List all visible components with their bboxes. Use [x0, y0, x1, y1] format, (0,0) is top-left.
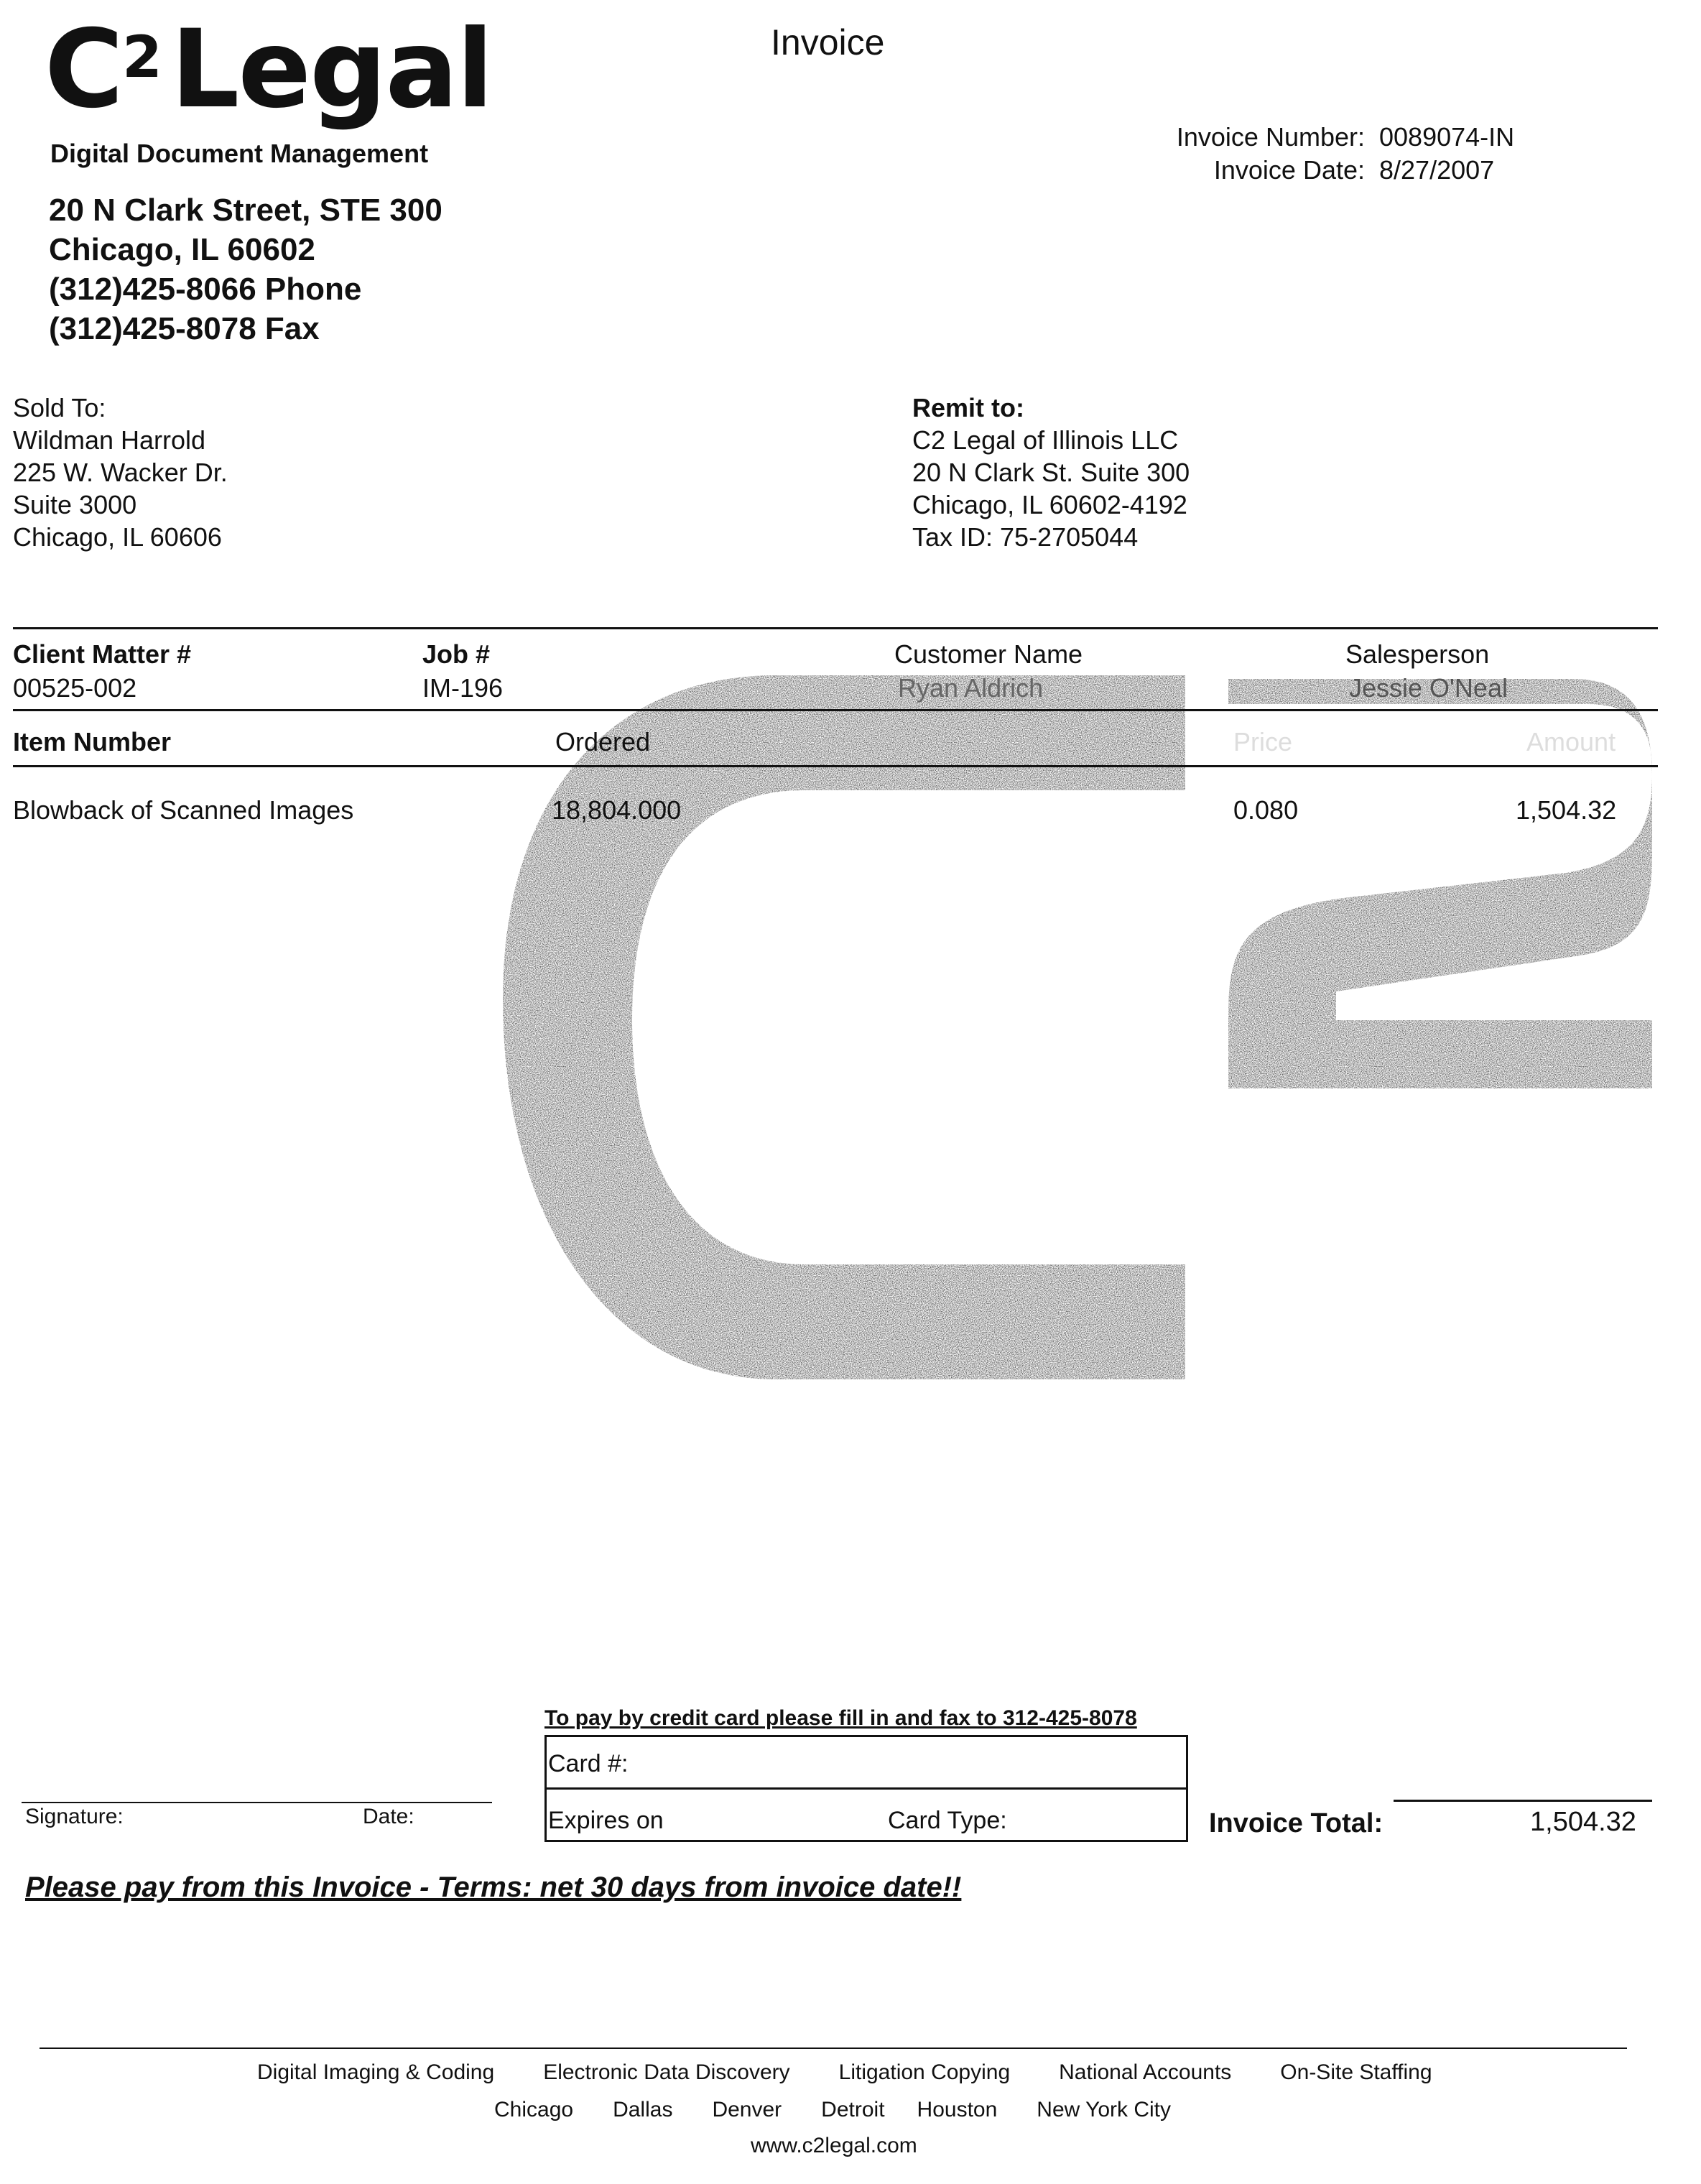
client-matter-value: 00525-002 [13, 673, 137, 703]
footer-city: Detroit [821, 2098, 885, 2121]
item-ordered: 18,804.000 [552, 795, 682, 825]
company-address-line: (312)425-8078 Fax [49, 311, 320, 346]
remit-to-line: Chicago, IL 60602-4192 [912, 490, 1187, 519]
signature-line [22, 1802, 492, 1803]
price-header: Price [1233, 727, 1293, 756]
sold-to-line: Suite 3000 [13, 490, 137, 519]
watermark-c-shape [503, 675, 1185, 1379]
item-description: Blowback of Scanned Images [13, 795, 354, 825]
payment-terms: Please pay from this Invoice - Terms: net 30 days from invoice date!! [25, 1871, 962, 1903]
job-header: Job # [422, 639, 491, 669]
card-number-box[interactable] [544, 1735, 1188, 1790]
expires-box[interactable] [544, 1787, 1188, 1842]
card-number-label: Card #: [548, 1750, 629, 1777]
ordered-header: Ordered [555, 727, 651, 756]
date-label: Date: [363, 1805, 414, 1828]
sold-to-line: Chicago, IL 60606 [13, 522, 222, 552]
remit-to-line: 20 N Clark St. Suite 300 [912, 458, 1190, 487]
company-address-line: 20 N Clark Street, STE 300 [49, 193, 442, 228]
footer-services [257, 2060, 1432, 2085]
footer-city: Chicago [494, 2098, 574, 2121]
sold-to-line: 225 W. Wacker Dr. [13, 458, 228, 487]
logo-c: C [45, 7, 123, 132]
logo-sup: 2 [122, 24, 161, 91]
credit-card-instruction: To pay by credit card please fill in and fax to 312-425-8078 [544, 1706, 1137, 1730]
salesperson-header: Salesperson [1345, 639, 1490, 669]
company-address-line: (312)425-8066 Phone [49, 272, 362, 307]
footer-service: On-Site Staffing [1280, 2060, 1432, 2084]
sold-to-line: Wildman Harrold [13, 425, 206, 455]
footer-service: Litigation Copying [838, 2060, 1011, 2084]
invoice-total-rule [1394, 1800, 1652, 1802]
invoice-number: 0089074-IN [1379, 122, 1515, 152]
salesperson-value: Jessie O'Neal [1349, 673, 1508, 703]
invoice-number-label: Invoice Number: [1176, 122, 1365, 152]
item-price: 0.080 [1233, 795, 1299, 825]
card-type-label: Card Type: [888, 1807, 1007, 1834]
customer-name-header: Customer Name [894, 639, 1083, 669]
invoice-total-label: Invoice Total: [1209, 1808, 1383, 1838]
footer-cities [494, 2098, 1171, 2122]
footer-city: Denver [712, 2098, 782, 2121]
table-mid-rule [13, 709, 1658, 711]
item-number-header: Item Number [13, 727, 172, 756]
footer-city: Dallas [613, 2098, 673, 2121]
item-amount: 1,504.32 [1516, 795, 1617, 825]
table-top-rule [13, 627, 1658, 629]
footer-website[interactable]: www.c2legal.com [751, 2134, 917, 2157]
footer-service: Electronic Data Discovery [543, 2060, 790, 2084]
remit-to-label: Remit to: [912, 393, 1024, 422]
footer-service: Digital Imaging & Coding [257, 2060, 495, 2084]
footer-city: New York City [1037, 2098, 1172, 2121]
footer-rule [40, 2048, 1627, 2049]
invoice-date: 8/27/2007 [1379, 155, 1495, 185]
client-matter-header: Client Matter # [13, 639, 192, 669]
sold-to-label: Sold To: [13, 393, 106, 422]
customer-name-value: Ryan Aldrich [898, 673, 1044, 703]
company-tagline: Digital Document Management [50, 139, 429, 168]
remit-to-line: C2 Legal of Illinois LLC [912, 425, 1179, 455]
company-address-line: Chicago, IL 60602 [49, 232, 315, 267]
remit-to-line: Tax ID: 75-2705044 [912, 522, 1139, 552]
job-value: IM-196 [422, 673, 504, 703]
expires-label: Expires on [548, 1807, 664, 1834]
logo-word: Legal [170, 7, 493, 132]
footer-city: Houston [917, 2098, 998, 2121]
table-bottom-rule [13, 765, 1658, 767]
invoice-date-label: Invoice Date: [1213, 155, 1365, 185]
amount-header: Amount [1526, 727, 1616, 756]
signature-label: Signature: [25, 1805, 124, 1828]
document-title: Invoice [771, 22, 885, 63]
footer-service: National Accounts [1059, 2060, 1232, 2084]
invoice-total-value: 1,504.32 [1530, 1807, 1636, 1837]
